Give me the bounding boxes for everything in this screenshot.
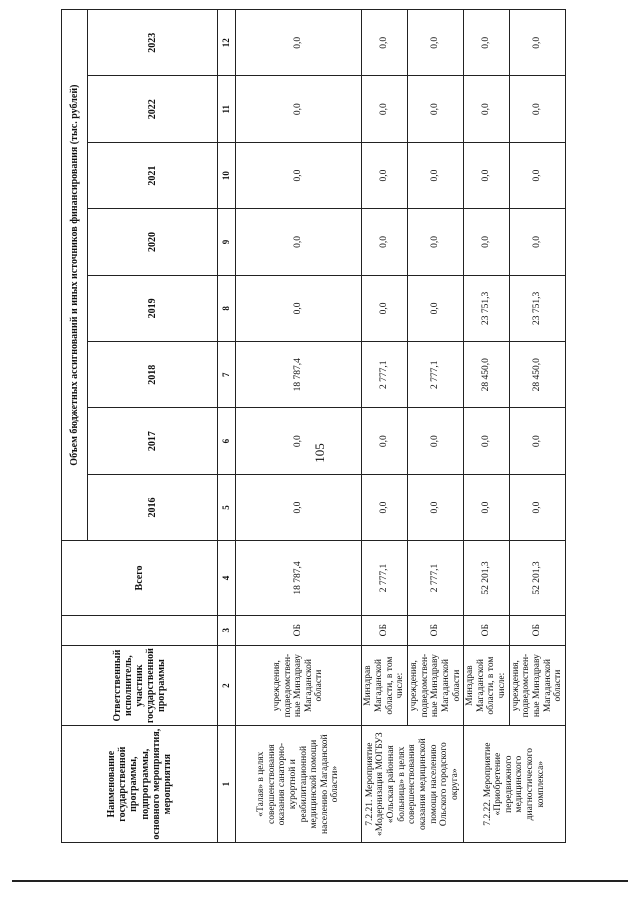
- value-cell-2021: 0,0: [509, 142, 565, 208]
- program-name-cell: 7.2.21. Мероприятие «Модернизация МОГБУЗ «Ольская районная больница» в целях совершенствования оказания медицинской помощи населению Ольского городского округа»: [362, 726, 464, 843]
- executor-cell: Минздрав Магаданской области, в том числе:: [464, 645, 510, 725]
- value-cell-2018: 18 787,4: [236, 342, 362, 408]
- column-number: 9: [218, 209, 236, 275]
- bottom-rule: [12, 880, 628, 882]
- header-total: Всего: [62, 541, 218, 615]
- value-cell-2017: 0,0: [464, 408, 510, 474]
- value-cell-2016: 0,0: [509, 474, 565, 540]
- value-cell-2021: 0,0: [236, 142, 362, 208]
- rotated-table-container: [61, 9, 564, 843]
- header-year-2017: 2017: [88, 408, 218, 474]
- table-row: [509, 10, 565, 843]
- value-cell-2023: 0,0: [362, 10, 408, 77]
- header-year-2016: 2016: [88, 474, 218, 540]
- column-number: 5: [218, 474, 236, 540]
- value-cell-2022: 0,0: [362, 76, 408, 142]
- table-row: [362, 10, 408, 843]
- program-name-cell: 7.2.22. Мероприятие «Приобретение передвижного медицинского диагностического комплекса»: [464, 726, 566, 843]
- value-cell-2020: 0,0: [236, 209, 362, 275]
- total-cell: 52 201,3: [509, 541, 565, 615]
- total-cell: 2 777,1: [408, 541, 464, 615]
- value-cell-2020: 0,0: [362, 209, 408, 275]
- header-name: Наименование государственной программы, подпрограммы, основного мероприятия, мероприятия: [62, 726, 218, 843]
- value-cell-2017: 0,0: [236, 408, 362, 474]
- value-cell-2017: 0,0: [509, 408, 565, 474]
- total-cell: 18 787,4: [236, 541, 362, 615]
- value-cell-2022: 0,0: [464, 76, 510, 142]
- value-cell-2021: 0,0: [362, 142, 408, 208]
- header-year-2022: 2022: [88, 76, 218, 142]
- source-cell: ОБ: [509, 615, 565, 645]
- value-cell-2023: 0,0: [236, 10, 362, 77]
- value-cell-2017: 0,0: [362, 408, 408, 474]
- header-year-2018: 2018: [88, 342, 218, 408]
- value-cell-2021: 0,0: [464, 142, 510, 208]
- source-cell: ОБ: [362, 615, 408, 645]
- value-cell-2018: 2 777,1: [408, 342, 464, 408]
- value-cell-2018: 2 777,1: [362, 342, 408, 408]
- value-cell-2019: 0,0: [236, 275, 362, 341]
- value-cell-2022: 0,0: [509, 76, 565, 142]
- value-cell-2016: 0,0: [464, 474, 510, 540]
- value-cell-2019: 23 751,3: [464, 275, 510, 341]
- value-cell-2023: 0,0: [408, 10, 464, 77]
- value-cell-2022: 0,0: [236, 76, 362, 142]
- value-cell-2020: 0,0: [464, 209, 510, 275]
- header-executor: Ответственный исполнитель, участник государственной программы: [62, 645, 218, 725]
- value-cell-2016: 0,0: [362, 474, 408, 540]
- header-financing-group: Объем бюджетных ассигнований и иных источников финансирования (тыс. рублей): [62, 10, 88, 541]
- column-number: 8: [218, 275, 236, 341]
- value-cell-2018: 28 450,0: [509, 342, 565, 408]
- column-number: 12: [218, 10, 236, 77]
- column-number: 10: [218, 142, 236, 208]
- executor-cell: учреждения, подведомствен-ные Минздраву Магаданской области: [236, 645, 362, 725]
- value-cell-2023: 0,0: [464, 10, 510, 77]
- value-cell-2021: 0,0: [408, 142, 464, 208]
- executor-cell: учреждения, подведомствен-ные Минздраву Магаданской области: [408, 645, 464, 725]
- column-number: 2: [218, 645, 236, 725]
- value-cell-2020: 0,0: [509, 209, 565, 275]
- value-cell-2022: 0,0: [408, 76, 464, 142]
- header-year-2023: 2023: [88, 10, 218, 77]
- header-year-2019: 2019: [88, 275, 218, 341]
- header-row-1: [62, 10, 88, 843]
- value-cell-2018: 28 450,0: [464, 342, 510, 408]
- table-row: [408, 10, 464, 843]
- value-cell-2020: 0,0: [408, 209, 464, 275]
- value-cell-2016: 0,0: [408, 474, 464, 540]
- header-year-2020: 2020: [88, 209, 218, 275]
- value-cell-2016: 0,0: [236, 474, 362, 540]
- header-year-2021: 2021: [88, 142, 218, 208]
- value-cell-2019: 0,0: [408, 275, 464, 341]
- value-cell-2019: 0,0: [362, 275, 408, 341]
- value-cell-2017: 0,0: [408, 408, 464, 474]
- table-row: [236, 10, 362, 843]
- total-cell: 52 201,3: [464, 541, 510, 615]
- page-number-text: 105: [312, 443, 327, 463]
- value-cell-2019: 23 751,3: [509, 275, 565, 341]
- value-cell-2023: 0,0: [509, 10, 565, 77]
- column-number: 6: [218, 408, 236, 474]
- source-cell: ОБ: [408, 615, 464, 645]
- financing-table: [61, 9, 566, 843]
- column-number: 11: [218, 76, 236, 142]
- source-cell: ОБ: [236, 615, 362, 645]
- column-number: 7: [218, 342, 236, 408]
- table-row: [464, 10, 510, 843]
- column-number: 3: [218, 615, 236, 645]
- column-number: 1: [218, 726, 236, 843]
- total-cell: 2 777,1: [362, 541, 408, 615]
- source-cell: ОБ: [464, 615, 510, 645]
- column-number: 4: [218, 541, 236, 615]
- executor-cell: Минздрав Магаданской области, в том числе:: [362, 645, 408, 725]
- column-numbers-row: [218, 10, 236, 843]
- executor-cell: учреждения, подведомствен-ные Минздраву Магаданской области: [509, 645, 565, 725]
- program-name-cell: «Талая» в целях совершенствования оказания санаторно-курортной и реабилитационной медицинской помощи населению Магаданской области»: [236, 726, 362, 843]
- header-source: [62, 615, 218, 645]
